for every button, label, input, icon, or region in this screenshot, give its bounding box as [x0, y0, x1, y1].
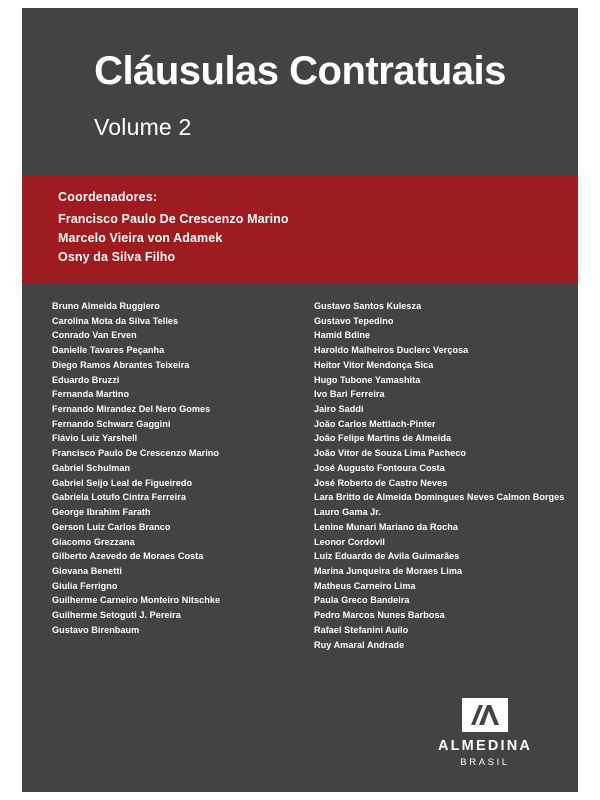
- list-item: Gerson Luiz Carlos Branco: [52, 521, 171, 532]
- authors-column-left: [52, 299, 300, 664]
- list-item: Hugo Tubone Yamashita: [314, 374, 421, 385]
- list-item: Lenine Munari Mariano da Rocha: [314, 521, 458, 532]
- authors-list: [22, 283, 578, 664]
- almedina-monogram-icon: [462, 698, 508, 732]
- coordinator-name: Osny da Silva Filho: [58, 250, 176, 264]
- list-item: José Roberto de Castro Neves: [314, 477, 448, 488]
- list-item: Luiz Eduardo de Avila Guimarães: [314, 551, 460, 562]
- list-item: Leonor Cordovil: [314, 536, 385, 547]
- list-item: Ivo Bari Ferreira: [314, 389, 385, 400]
- list-item: Giulia Ferrigno: [52, 580, 118, 591]
- list-item: João Felipe Martins de Almeida: [314, 433, 452, 444]
- list-item: Diego Ramos Abrantes Teixeira: [52, 359, 190, 370]
- list-item: Fernando Mirandez Del Nero Gomes: [52, 404, 211, 415]
- list-item: Flávio Luiz Yarshell: [52, 433, 138, 444]
- list-item: Lara Britto de Almeida Domingues Neves Calmon Borges: [314, 492, 565, 503]
- list-item: Marina Junqueira de Moraes Lima: [314, 565, 463, 576]
- list-item: Gustavo Birenbaum: [52, 624, 140, 635]
- coordinator-name: Francisco Paulo De Crescenzo Marino: [58, 212, 289, 226]
- list-item: Heitor Vitor Mendonça Sica: [314, 359, 434, 370]
- list-item: Haroldo Malheiros Duclerc Verçosa: [314, 345, 469, 356]
- publisher-name: ALMEDINA: [437, 738, 533, 755]
- cover-page: [22, 8, 578, 792]
- list-item: Gabriel Schulman: [52, 462, 131, 473]
- authors-column-right: [300, 299, 565, 664]
- publisher-footer: [22, 664, 578, 792]
- list-item: Gabriel Seijo Leal de Figueiredo: [52, 477, 193, 488]
- list-item: Carolina Mota da Silva Telles: [52, 315, 179, 326]
- list-item: Guilherme Carneiro Monteiro Nitschke: [52, 595, 221, 606]
- list-item: Pedro Marcos Nunes Barbosa: [314, 610, 445, 621]
- list-item: Paula Greco Bandeira: [314, 595, 410, 606]
- list-item: Gabriela Lotufo Cintra Ferreira: [52, 492, 186, 503]
- list-item: Giovana Benetti: [52, 565, 122, 576]
- list-item: José Augusto Fontoura Costa: [314, 462, 445, 473]
- list-item: Fernando Schwarz Gaggini: [52, 418, 171, 429]
- page-title: Cláusulas Contratuais: [94, 49, 506, 93]
- coordinator-name: Marcelo Vieira von Adamek: [58, 231, 223, 245]
- coordinators-label: Coordenadores:: [58, 190, 158, 204]
- list-item: George Ibrahim Farath: [52, 507, 151, 518]
- list-item: Hamid Bdine: [314, 330, 371, 341]
- list-item: Giacomo Grezzana: [52, 536, 135, 547]
- list-item: Conrado Van Erven: [52, 330, 137, 341]
- list-item: Bruno Almeida Ruggiero: [52, 301, 160, 311]
- list-item: Gilberto Azevedo de Moraes Costa: [52, 551, 204, 562]
- list-item: Jairo Saddi: [314, 404, 364, 415]
- list-item: Danielle Tavares Peçanha: [52, 345, 165, 356]
- list-item: Lauro Gama Jr.: [314, 507, 381, 518]
- list-item: João Carlos Mettlach-Pinter: [314, 418, 436, 429]
- list-item: Eduardo Bruzzi: [52, 374, 120, 385]
- list-item: Gustavo Tepedino: [314, 315, 394, 326]
- list-item: Gustavo Santos Kulesza: [314, 301, 422, 311]
- list-item: Ruy Amaral Andrade: [314, 639, 405, 650]
- list-item: Matheus Carneiro Lima: [314, 580, 416, 591]
- list-item: Fernanda Martino: [52, 389, 130, 400]
- list-item: Guilherme Setoguti J. Pereira: [52, 610, 181, 621]
- publisher-logo: [426, 698, 544, 768]
- list-item: Rafael Stefanini Auilo: [314, 624, 409, 635]
- list-item: Francisco Paulo De Crescenzo Marino: [52, 448, 220, 459]
- volume-label: Volume 2: [94, 114, 192, 141]
- coordinators-band: [22, 176, 578, 283]
- title-block: [22, 8, 578, 176]
- publisher-subtitle: BRASIL: [460, 757, 510, 768]
- list-item: João Vitor de Souza Lima Pacheco: [314, 448, 467, 459]
